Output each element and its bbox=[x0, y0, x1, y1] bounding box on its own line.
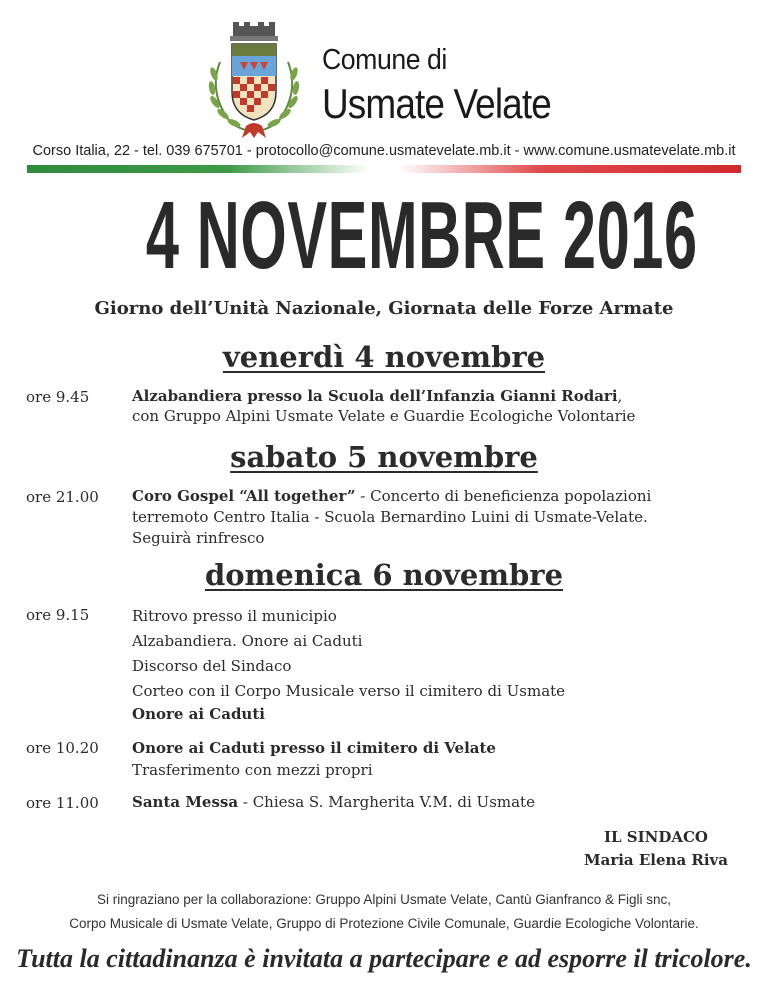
event-time: ore 11.00 bbox=[26, 794, 99, 812]
event-description bbox=[132, 386, 635, 426]
municipality-name: Usmate Velate bbox=[322, 80, 551, 127]
day-heading-sunday: domenica 6 novembre bbox=[204, 558, 564, 592]
acknowledgements-line: Si ringraziano per la collaborazione: Gruppo Alpini Usmate Velate, Cantù Gianfranco & Figli snc, bbox=[96, 892, 672, 907]
event-time: ore 10.20 bbox=[26, 739, 99, 757]
coat-of-arms-icon bbox=[200, 22, 308, 140]
event-detail: Seguirà rinfresco bbox=[132, 529, 265, 547]
event-title: Santa Messa bbox=[132, 793, 239, 811]
event-detail: Discorso del Sindaco bbox=[132, 657, 292, 675]
event-title: Onore ai Caduti presso il cimitero di Velate bbox=[132, 739, 496, 757]
event-title-suffix: - Chiesa S. Margherita V.M. di Usmate bbox=[238, 793, 535, 811]
event-title: Coro Gospel “All together” bbox=[132, 487, 356, 505]
comune-di-label: Comune di bbox=[322, 44, 447, 76]
tricolor-bar bbox=[27, 165, 741, 173]
event-description bbox=[132, 792, 535, 812]
signature-role: IL SINDACO bbox=[604, 828, 708, 846]
day-heading-friday: venerdì 4 novembre bbox=[222, 340, 546, 374]
event-description bbox=[132, 486, 651, 549]
day-heading-saturday: sabato 5 novembre bbox=[230, 440, 538, 474]
closing-invitation: Tutta la cittadinanza è invitata a partecipare e ad esporre il tricolore. bbox=[16, 944, 752, 973]
event-description bbox=[132, 737, 496, 781]
event-title: Alzabandiera presso la Scuola dell’Infanzia Gianni Rodari bbox=[132, 387, 618, 405]
acknowledgements-line: Corpo Musicale di Usmate Velate, Gruppo di Protezione Civile Comunale, Guardie Ecologiche Volontarie. bbox=[69, 916, 699, 931]
event-title-suffix: , bbox=[617, 387, 623, 405]
address-line: Corso Italia, 22 - tel. 039 675701 - protocollo@comune.usmatevelate.mb.it - www.comune.usmatevelate.mb.it bbox=[32, 143, 736, 159]
event-title: Onore ai Caduti bbox=[132, 705, 265, 723]
event-detail: terremoto Centro Italia - Scuola Bernardino Luini di Usmate-Velate. bbox=[132, 508, 648, 526]
event-description bbox=[132, 604, 565, 704]
event-detail: Alzabandiera. Onore ai Caduti bbox=[132, 632, 363, 650]
event-detail: Corteo con il Corpo Musicale verso il cimitero di Usmate bbox=[132, 682, 566, 700]
event-detail: Ritrovo presso il municipio bbox=[132, 607, 337, 625]
signature-name: Maria Elena Riva bbox=[584, 851, 728, 869]
acknowledgements bbox=[0, 888, 768, 936]
event-detail: Trasferimento con mezzi propri bbox=[132, 761, 373, 779]
event-time: ore 9.15 bbox=[26, 606, 90, 624]
event-time: ore 9.45 bbox=[26, 388, 90, 406]
event-detail: con Gruppo Alpini Usmate Velate e Guardie Ecologiche Volontarie bbox=[132, 407, 636, 425]
signature-block bbox=[584, 826, 728, 872]
page-subtitle: Giorno dell’Unità Nazionale, Giornata delle Forze Armate bbox=[94, 298, 674, 319]
event-title-suffix: - Concerto di beneficienza popolazioni bbox=[355, 487, 652, 505]
page-title: 4 NOVEMBRE 2016 bbox=[145, 182, 698, 289]
event-time: ore 21.00 bbox=[26, 488, 99, 506]
